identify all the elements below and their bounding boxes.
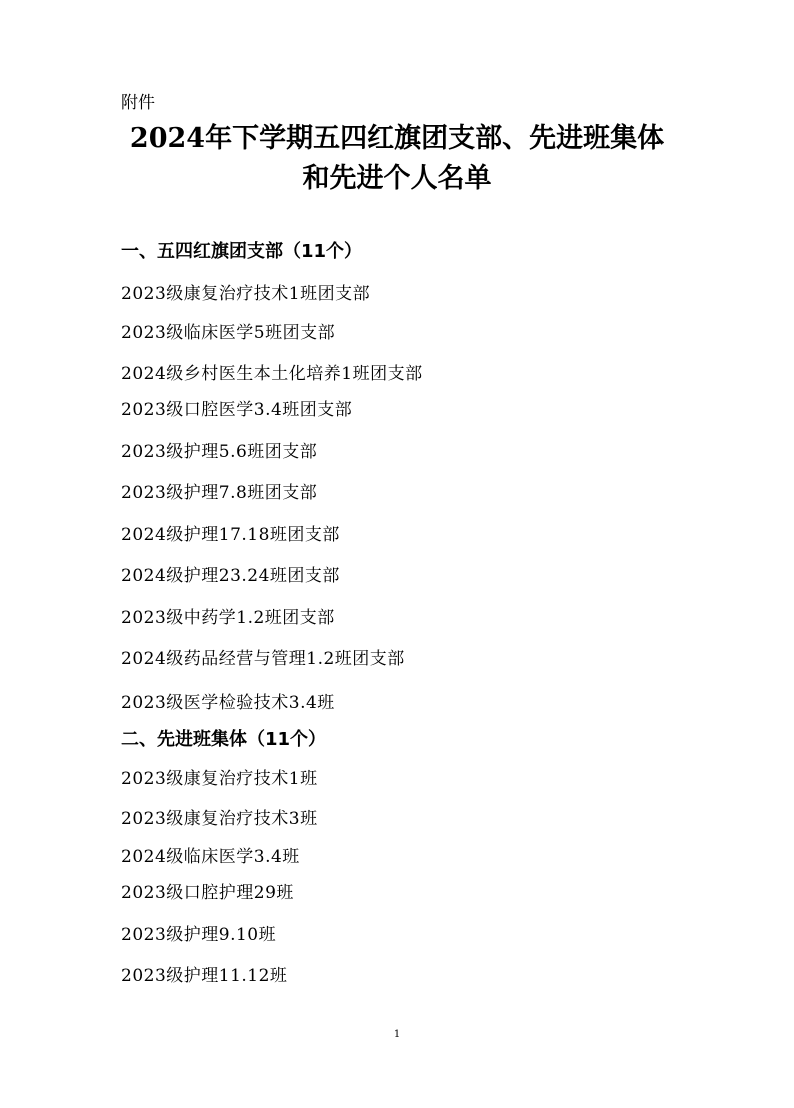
page-number: 1 <box>393 1029 401 1040</box>
list-item: 2023级护理9.10班 <box>121 925 277 945</box>
list-item: 2023级护理5.6班团支部 <box>121 442 318 462</box>
section-heading-advanced-classes: 二、先进班集体（11个） <box>121 729 327 750</box>
list-item: 2024级护理17.18班团支部 <box>121 525 340 545</box>
list-item: 2024级乡村医生本土化培养1班团支部 <box>121 364 423 384</box>
list-item: 2023级康复治疗技术1班 <box>121 769 318 789</box>
attachment-label: 附件 <box>121 93 155 113</box>
list-item: 2024级药品经营与管理1.2班团支部 <box>121 649 405 669</box>
document-title-line-2: 和先进个人名单 <box>302 163 492 194</box>
list-item: 2023级口腔医学3.4班团支部 <box>121 400 353 420</box>
list-item: 2023级康复治疗技术1班团支部 <box>121 284 371 304</box>
document-title-line-1: 2024年下学期五四红旗团支部、先进班集体 <box>129 123 665 154</box>
list-item: 2023级临床医学5班团支部 <box>121 323 336 343</box>
list-item: 2023级口腔护理29班 <box>121 883 294 903</box>
list-item: 2023级医学检验技术3.4班 <box>121 693 335 713</box>
section-heading-red-flag-branches: 一、五四红旗团支部（11个） <box>121 241 363 262</box>
list-item: 2024级护理23.24班团支部 <box>121 566 340 586</box>
list-item: 2023级康复治疗技术3班 <box>121 809 318 829</box>
list-item: 2023级护理7.8班团支部 <box>121 483 318 503</box>
list-item: 2023级中药学1.2班团支部 <box>121 608 335 628</box>
list-item: 2024级临床医学3.4班 <box>121 847 300 867</box>
list-item: 2023级护理11.12班 <box>121 966 288 986</box>
